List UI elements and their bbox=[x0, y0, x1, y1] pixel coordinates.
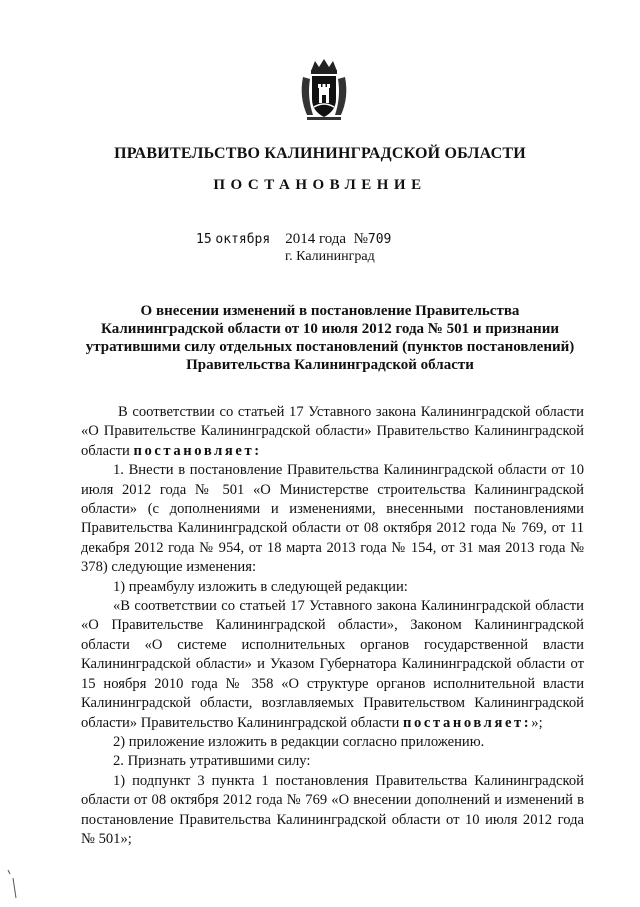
quoted-preamble bbox=[81, 597, 584, 733]
document-date bbox=[196, 231, 391, 248]
date-year: 2014 года bbox=[285, 231, 347, 247]
document-type: ПОСТАНОВЛЕНИЕ bbox=[213, 177, 427, 193]
subject-line: утратившими силу отдельных постановлений (пунктов постановлений) bbox=[85, 339, 575, 355]
quote-end: »; bbox=[531, 714, 543, 731]
government-title: ПРАВИТЕЛЬСТВО КАЛИНИНГРАДСКОЙ ОБЛАСТИ bbox=[114, 145, 526, 162]
clause-2-1: 1) подпункт 3 пункта 1 постановления Правительства Калининградской области от 08 октября 2012 года № 769 «О внесении дополнений и изменений в постановление Правительства Калининградской области от 10 июля 2012 года № 501»; bbox=[81, 772, 584, 847]
subject-line: Правительства Калининградской области bbox=[186, 357, 474, 373]
date-day: 15 bbox=[196, 232, 212, 247]
clause-1-2: 2) приложение изложить в редакции согласно приложению. bbox=[113, 733, 485, 750]
preamble-paragraph bbox=[81, 403, 584, 461]
clause-1: 1. Внести в постановление Правительства Калининградской области от 10 июля 2012 года № 501 «О Министерстве строительства Калининградской области» (с дополнениями и изменениями, внесенными постановлениями Правительства Калининградской области от 08 октября 2012 года № 769, от 11 декабря 2012 года № 954, от 18 марта 2013 года № 154, от 31 мая 2013 года № 378) следующие изменения: bbox=[81, 462, 584, 576]
document-number: 709 bbox=[367, 232, 392, 247]
clause-2: 2. Признать утратившими силу: bbox=[113, 753, 311, 770]
document-place: г. Калининград bbox=[285, 249, 375, 264]
preamble-text: В соответствии со статьей 17 Уставного закона Калининградской области «О Правительстве Калининградской области» Правительство Калининградской области bbox=[81, 404, 584, 459]
document-body bbox=[81, 403, 584, 849]
clause-1-1: 1) преамбулу изложить в следующей редакции: bbox=[113, 578, 408, 595]
document-subject bbox=[80, 302, 580, 374]
resolves-word: постановляет: bbox=[133, 442, 262, 459]
subject-line: О внесении изменений в постановление Правительства bbox=[140, 303, 520, 319]
scan-mark bbox=[4, 868, 20, 902]
coat-of-arms-icon bbox=[297, 57, 351, 123]
number-label: № bbox=[353, 231, 368, 247]
date-month: октября bbox=[215, 232, 271, 247]
subject-line: Калининградской области от 10 июля 2012 года № 501 и признании bbox=[101, 321, 559, 337]
quoted-text: «В соответствии со статьей 17 Уставного закона Калининградской области «О Правительстве Калининградской области», Законом Калининградской области «О системе исполнительных органов государственной власти Калининградской области» и Указом Губернатора Калининградской области от 15 ноября 2010 года № 358 «О структуре органов исполнительной власти Калининградской области, возглавляемых Правительством Калининградской области» Правительство Калининградской области bbox=[81, 598, 584, 731]
quoted-resolves-word: постановляет: bbox=[403, 714, 532, 731]
